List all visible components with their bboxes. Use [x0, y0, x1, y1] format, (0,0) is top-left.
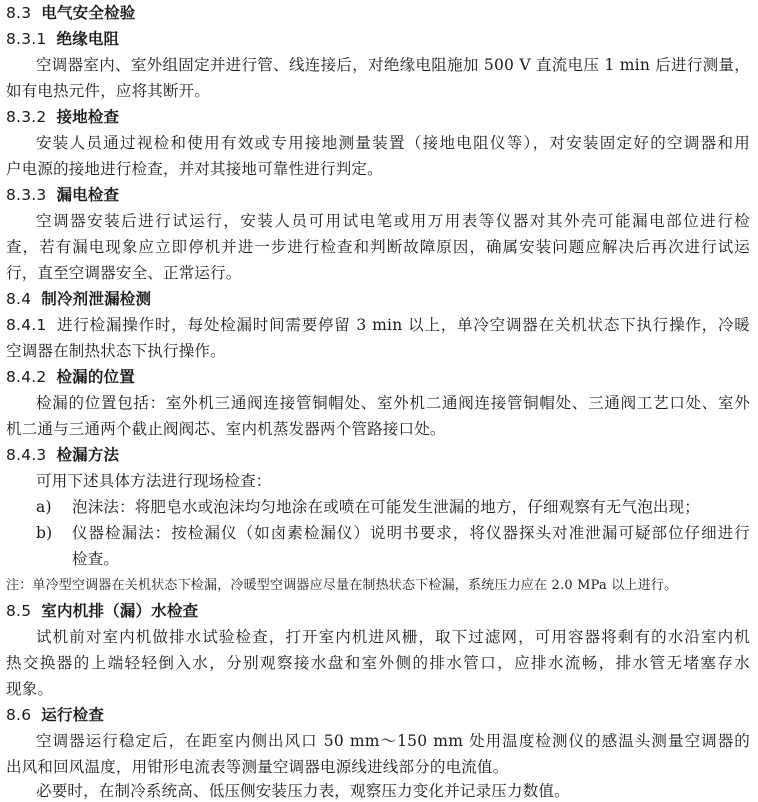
section-number: 8.4.3 — [6, 446, 47, 464]
paragraph-line: 空调器安装后进行试运行，安装人员可用试电笔或用万用表等仪器对其外壳可能漏电部位进行检 — [36, 212, 750, 230]
section-8-3-2-heading — [6, 107, 119, 127]
section-8-4-1-line — [6, 315, 750, 335]
section-number: 8.5 — [6, 602, 32, 620]
list-item-b-text: 检查。 — [72, 550, 120, 568]
paragraph-line: 试机前对室内机做排水试验检查，打开室内机进风栅，取下过滤网，可用容器将剩有的水沿室内机 — [36, 628, 750, 646]
paragraph-line: 检漏的位置包括：室外机三通阀连接管铜帽处、室外机二通阀连接管铜帽处、三通阀工艺口处、室外 — [36, 394, 750, 412]
section-8-6-heading — [6, 705, 104, 725]
paragraph-line: 查，若有漏电现象应立即停机并进一步进行检查和判断故障原因，确属安装问题应解决后再次进行试运 — [6, 238, 750, 256]
section-title: 检漏的位置 — [56, 368, 135, 386]
section-number: 8.3.3 — [6, 186, 47, 204]
section-title: 室内机排（漏）水检查 — [41, 602, 199, 620]
section-8-4-heading — [6, 289, 151, 309]
section-8-3-3-heading — [6, 185, 119, 205]
list-item-a-label: a) — [36, 498, 52, 516]
paragraph-line: 安装人员通过视检和使用有效或专用接地测量装置（接地电阻仪等），对安装固定好的空调器和用 — [36, 134, 750, 152]
section-8-4-2-heading — [6, 367, 135, 387]
paragraph-line: 空调器室内、室外组固定并进行管、线连接后，对绝缘电阻施加 500 V 直流电压 1 min 后进行测量， — [36, 56, 750, 74]
section-number: 8.4.2 — [6, 368, 47, 386]
list-item-b-label: b) — [36, 524, 53, 542]
section-number: 8.4.1 — [6, 316, 47, 334]
section-number: 8.6 — [6, 706, 32, 724]
paragraph-text: 进行检漏操作时，每处检漏时间需要停留 3 min 以上，单冷空调器在关机状态下执行操作，冷暖 — [56, 316, 750, 334]
section-title: 绝缘电阻 — [56, 30, 120, 48]
section-title: 电气安全检验 — [41, 4, 136, 22]
section-number: 8.3.2 — [6, 108, 47, 126]
list-item-b-text: 仪器检漏法：按检漏仪（如卤素检漏仪）说明书要求，将仪器探头对准泄漏可疑部位仔细进行 — [72, 524, 750, 542]
section-8-4-3-heading — [6, 445, 119, 465]
paragraph-line: 现象。 — [6, 680, 54, 698]
section-8-3-1-heading — [6, 29, 119, 49]
section-number: 8.4 — [6, 290, 32, 308]
paragraph-line: 行，直至空调器安全、正常运行。 — [6, 264, 242, 282]
paragraph-line: 如有电热元件，应将其断开。 — [6, 82, 211, 100]
note-text: 注：单冷型空调器在关机状态下检漏，冷暖型空调器应尽量在制热状态下检漏，系统压力应在 2.0 MPa 以上进行。 — [6, 578, 678, 593]
paragraph-line: 空调器在制热状态下执行操作。 — [6, 342, 226, 360]
section-number: 8.3.1 — [6, 30, 47, 48]
paragraph-line: 必要时，在制冷系统高、低压侧安装压力表，观察压力变化并记录压力数值。 — [36, 782, 570, 800]
paragraph-line: 热交换器的上端轻轻倒入水，分别观察接水盘和室外侧的排水管口，应排水流畅，排水管无堵塞存水 — [6, 654, 750, 672]
section-title: 检漏方法 — [56, 446, 120, 464]
section-number: 8.3 — [6, 4, 32, 22]
section-title: 制冷剂泄漏检测 — [41, 290, 152, 308]
section-8-3-heading — [6, 3, 135, 23]
section-title: 接地检查 — [56, 108, 120, 126]
paragraph-line: 出风和回风温度，用钳形电流表等测量空调器电源线进线部分的电流值。 — [6, 758, 509, 776]
section-title: 漏电检查 — [56, 186, 120, 204]
section-8-5-heading — [6, 601, 198, 621]
paragraph-line: 户电源的接地进行检查，并对其接地可靠性进行判定。 — [6, 160, 383, 178]
paragraph-line: 可用下述具体方法进行现场检查： — [36, 472, 272, 490]
paragraph-line: 空调器运行稳定后，在距室内侧出风口 50 mm～150 mm 处用温度检测仪的感温头测量空调器的 — [36, 732, 750, 750]
section-title: 运行检查 — [41, 706, 105, 724]
list-item-a-text: 泡沫法：将肥皂水或泡沫均匀地涂在或喷在可能发生泄漏的地方，仔细观察有无气泡出现； — [72, 498, 701, 516]
paragraph-line: 机二通与三通两个截止阀阀芯、室内机蒸发器两个管路接口处。 — [6, 420, 446, 438]
